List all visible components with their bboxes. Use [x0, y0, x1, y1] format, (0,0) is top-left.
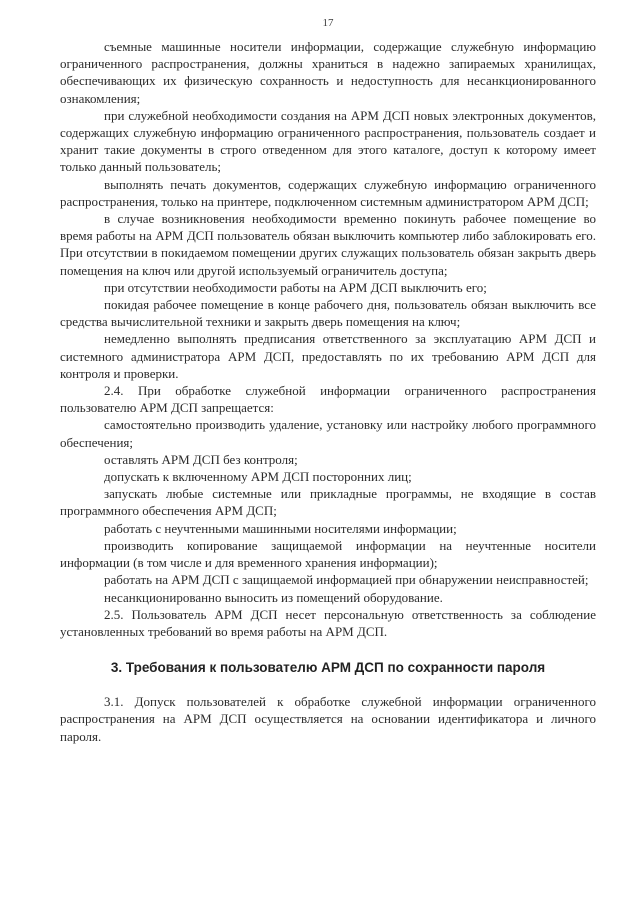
paragraph: допускать к включенному АРМ ДСП посторонних лиц;: [104, 469, 412, 485]
closing-text: [60, 693, 596, 745]
paragraph: немедленно выполнять предписания ответственного за эксплуатацию АРМ ДСП и системного администратора АРМ ДСП, предоставлять по их требованию АРМ ДСП для контроля и проверки.: [60, 331, 596, 381]
paragraph: выполнять печать документов, содержащих служебную информацию ограниченного распространения, только на принтере, подключенном системным администратором АРМ ДСП;: [60, 176, 596, 209]
paragraph: несанкционированно выносить из помещений оборудование.: [104, 589, 443, 605]
body-text: [60, 38, 596, 640]
paragraph: покидая рабочее помещение в конце рабочего дня, пользователь обязан выключить все средства вычислительной техники и закрыть дверь помещения на ключ;: [60, 297, 596, 330]
paragraph: при служебной необходимости создания на АРМ ДСП новых электронных документов, содержащих служебную информацию ограниченного распространения, пользователь создает и хранит такие документы в строго отведенном для этого каталоге, доступ к которому имеет только данный пользователь;: [60, 107, 596, 175]
paragraph: самостоятельно производить удаление, установку или настройку любого программного обеспечения;: [60, 417, 596, 450]
paragraph: съемные машинные носители информации, содержащие служебную информацию ограниченного распространения, должны храниться в надежно запираемых хранилищах, обеспечивающих их физическую сохранность и недоступность для несанкционированного ознакомления;: [60, 39, 596, 106]
paragraph: оставлять АРМ ДСП без контроля;: [104, 451, 298, 467]
section-heading: 3. Требования к пользователю АРМ ДСП по сохранности пароля: [110, 660, 546, 676]
page-number: 17: [322, 17, 334, 29]
paragraph: работать с неучтенными машинными носителями информации;: [104, 520, 457, 536]
paragraph: работать на АРМ ДСП с защищаемой информацией при обнаружении неисправностей;: [104, 572, 589, 588]
paragraph: производить копирование защищаемой информации на неучтенные носители информации (в том числе и для временного хранения информации);: [60, 537, 596, 571]
paragraph: 3.1. Допуск пользователей к обработке служебной информации ограниченного распространения на АРМ ДСП осуществляется на основании идентификатора и личного пароля.: [60, 694, 596, 744]
paragraph: в случае возникновения необходимости временно покинуть рабочее помещение во время работы на АРМ ДСП пользователь обязан выключить компьютер либо заблокировать его. При отсутствии в покидаемом помещении других служащих пользователь обязан закрыть дверь помещения на ключ или другой используемый ограничитель доступа;: [60, 211, 596, 278]
paragraph: 2.5. Пользователь АРМ ДСП несет персональную ответственность за соблюдение установленных требований во время работы на АРМ ДСП.: [60, 606, 596, 639]
paragraph: 2.4. При обработке служебной информации ограниченного распространения пользователю АРМ ДСП запрещается:: [60, 383, 596, 416]
paragraph: запускать любые системные или прикладные программы, не входящие в состав программного обеспечения АРМ ДСП;: [60, 486, 596, 519]
paragraph: при отсутствии необходимости работы на АРМ ДСП выключить его;: [104, 279, 487, 295]
